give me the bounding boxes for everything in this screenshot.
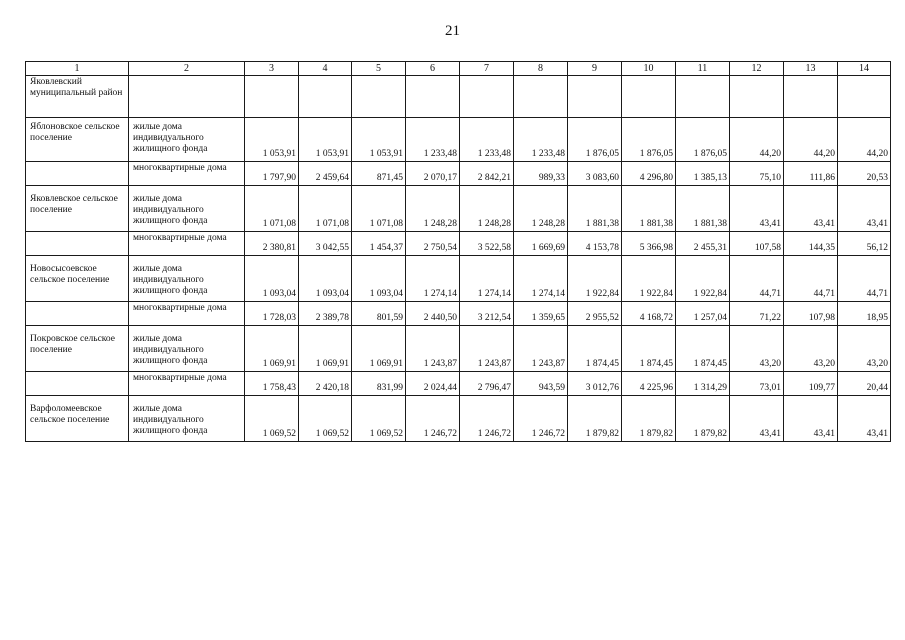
value-cell: 1 069,52 bbox=[299, 396, 352, 442]
value-cell: 43,20 bbox=[730, 326, 784, 372]
column-number-cell: 7 bbox=[460, 62, 514, 76]
value-cell: 3 083,60 bbox=[568, 162, 622, 186]
value-cell: 43,20 bbox=[784, 326, 838, 372]
value-cell: 44,71 bbox=[838, 256, 891, 302]
value-cell: 2 955,52 bbox=[568, 302, 622, 326]
value-cell: 1 071,08 bbox=[352, 186, 406, 232]
column-number-cell: 6 bbox=[406, 62, 460, 76]
column-number-cell: 14 bbox=[838, 62, 891, 76]
value-cell: 44,20 bbox=[730, 118, 784, 162]
column-number-cell: 12 bbox=[730, 62, 784, 76]
value-cell: 1 876,05 bbox=[676, 118, 730, 162]
housing-type: многоквартирные дома bbox=[129, 232, 245, 256]
value-cell: 4 296,80 bbox=[622, 162, 676, 186]
page-number: 21 bbox=[445, 23, 460, 39]
empty-cell bbox=[622, 76, 676, 118]
value-cell: 1 093,04 bbox=[299, 256, 352, 302]
value-cell: 5 366,98 bbox=[622, 232, 676, 256]
value-cell: 2 380,81 bbox=[245, 232, 299, 256]
data-row bbox=[26, 162, 891, 186]
value-cell: 20,44 bbox=[838, 372, 891, 396]
value-cell: 2 455,31 bbox=[676, 232, 730, 256]
value-cell: 1 922,84 bbox=[676, 256, 730, 302]
value-cell: 44,71 bbox=[784, 256, 838, 302]
value-cell: 1 454,37 bbox=[352, 232, 406, 256]
empty-cell bbox=[838, 76, 891, 118]
value-cell: 43,41 bbox=[730, 396, 784, 442]
value-cell: 1 876,05 bbox=[622, 118, 676, 162]
value-cell: 1 879,82 bbox=[622, 396, 676, 442]
column-number-cell: 11 bbox=[676, 62, 730, 76]
value-cell: 1 728,03 bbox=[245, 302, 299, 326]
data-row bbox=[26, 186, 891, 232]
value-cell: 2 796,47 bbox=[460, 372, 514, 396]
settlement-name: Яблоновское сельское поселение bbox=[26, 118, 129, 162]
settlement-name: Покровское сельское поселение bbox=[26, 326, 129, 372]
value-cell: 44,20 bbox=[838, 118, 891, 162]
value-cell: 1 248,28 bbox=[460, 186, 514, 232]
value-cell: 2 420,18 bbox=[299, 372, 352, 396]
housing-type: многоквартирные дома bbox=[129, 372, 245, 396]
value-cell: 1 053,91 bbox=[352, 118, 406, 162]
column-number-cell: 13 bbox=[784, 62, 838, 76]
value-cell: 1 359,65 bbox=[514, 302, 568, 326]
value-cell: 1 069,52 bbox=[245, 396, 299, 442]
empty-cell bbox=[784, 76, 838, 118]
value-cell: 1 069,91 bbox=[299, 326, 352, 372]
value-cell: 43,41 bbox=[838, 186, 891, 232]
empty-cell bbox=[730, 76, 784, 118]
data-row bbox=[26, 372, 891, 396]
data-row bbox=[26, 326, 891, 372]
settlement-name-continuation bbox=[26, 162, 129, 186]
value-cell: 1 093,04 bbox=[352, 256, 406, 302]
value-cell: 2 389,78 bbox=[299, 302, 352, 326]
data-row bbox=[26, 302, 891, 326]
value-cell: 3 012,76 bbox=[568, 372, 622, 396]
empty-cell bbox=[460, 76, 514, 118]
empty-cell bbox=[129, 76, 245, 118]
value-cell: 2 070,17 bbox=[406, 162, 460, 186]
value-cell: 1 246,72 bbox=[460, 396, 514, 442]
housing-type: многоквартирные дома bbox=[129, 302, 245, 326]
value-cell: 1 069,91 bbox=[245, 326, 299, 372]
value-cell: 1 874,45 bbox=[622, 326, 676, 372]
value-cell: 75,10 bbox=[730, 162, 784, 186]
empty-cell bbox=[245, 76, 299, 118]
value-cell: 111,86 bbox=[784, 162, 838, 186]
column-number-cell: 8 bbox=[514, 62, 568, 76]
value-cell: 831,99 bbox=[352, 372, 406, 396]
value-cell: 1 069,52 bbox=[352, 396, 406, 442]
value-cell: 1 071,08 bbox=[245, 186, 299, 232]
value-cell: 1 385,13 bbox=[676, 162, 730, 186]
empty-cell bbox=[676, 76, 730, 118]
value-cell: 1 233,48 bbox=[514, 118, 568, 162]
empty-cell bbox=[299, 76, 352, 118]
value-cell: 1 274,14 bbox=[514, 256, 568, 302]
column-number-cell: 1 bbox=[26, 62, 129, 76]
data-row bbox=[26, 256, 891, 302]
value-cell: 56,12 bbox=[838, 232, 891, 256]
data-row bbox=[26, 232, 891, 256]
housing-type: жилые дома индивидуального жилищного фонда bbox=[129, 396, 245, 442]
value-cell: 1 233,48 bbox=[406, 118, 460, 162]
value-cell: 3 522,58 bbox=[460, 232, 514, 256]
value-cell: 1 314,29 bbox=[676, 372, 730, 396]
value-cell: 1 233,48 bbox=[460, 118, 514, 162]
value-cell: 43,41 bbox=[784, 396, 838, 442]
value-cell: 1 053,91 bbox=[245, 118, 299, 162]
data-row bbox=[26, 396, 891, 442]
value-cell: 43,41 bbox=[730, 186, 784, 232]
empty-cell bbox=[352, 76, 406, 118]
data-row bbox=[26, 118, 891, 162]
value-cell: 1 274,14 bbox=[460, 256, 514, 302]
settlement-name: Новосысоевское сельское поселение bbox=[26, 256, 129, 302]
value-cell: 1 874,45 bbox=[676, 326, 730, 372]
value-cell: 18,95 bbox=[838, 302, 891, 326]
housing-type: жилые дома индивидуального жилищного фонда bbox=[129, 118, 245, 162]
value-cell: 1 876,05 bbox=[568, 118, 622, 162]
district-name: Яковлевский муниципальный район bbox=[26, 76, 129, 118]
value-cell: 43,20 bbox=[838, 326, 891, 372]
value-cell: 3 042,55 bbox=[299, 232, 352, 256]
settlement-name-continuation bbox=[26, 302, 129, 326]
value-cell: 1 071,08 bbox=[299, 186, 352, 232]
tariff-table bbox=[25, 61, 891, 442]
column-number-row bbox=[26, 62, 891, 76]
value-cell: 43,41 bbox=[784, 186, 838, 232]
value-cell: 1 248,28 bbox=[406, 186, 460, 232]
value-cell: 144,35 bbox=[784, 232, 838, 256]
value-cell: 1 246,72 bbox=[406, 396, 460, 442]
value-cell: 1 669,69 bbox=[514, 232, 568, 256]
housing-type: жилые дома индивидуального жилищного фонда bbox=[129, 186, 245, 232]
settlement-name-continuation bbox=[26, 372, 129, 396]
value-cell: 1 243,87 bbox=[514, 326, 568, 372]
value-cell: 107,98 bbox=[784, 302, 838, 326]
value-cell: 1 922,84 bbox=[568, 256, 622, 302]
value-cell: 2 750,54 bbox=[406, 232, 460, 256]
empty-cell bbox=[568, 76, 622, 118]
value-cell: 109,77 bbox=[784, 372, 838, 396]
value-cell: 1 274,14 bbox=[406, 256, 460, 302]
housing-type: многоквартирные дома bbox=[129, 162, 245, 186]
empty-cell bbox=[514, 76, 568, 118]
value-cell: 871,45 bbox=[352, 162, 406, 186]
value-cell: 1 797,90 bbox=[245, 162, 299, 186]
value-cell: 4 225,96 bbox=[622, 372, 676, 396]
value-cell: 1 922,84 bbox=[622, 256, 676, 302]
value-cell: 1 053,91 bbox=[299, 118, 352, 162]
value-cell: 1 257,04 bbox=[676, 302, 730, 326]
column-number-cell: 5 bbox=[352, 62, 406, 76]
housing-type: жилые дома индивидуального жилищного фонда bbox=[129, 256, 245, 302]
value-cell: 989,33 bbox=[514, 162, 568, 186]
value-cell: 43,41 bbox=[838, 396, 891, 442]
value-cell: 1 246,72 bbox=[514, 396, 568, 442]
settlement-name: Яковлевское сельское поселение bbox=[26, 186, 129, 232]
value-cell: 1 758,43 bbox=[245, 372, 299, 396]
value-cell: 71,22 bbox=[730, 302, 784, 326]
value-cell: 1 248,28 bbox=[514, 186, 568, 232]
column-number-cell: 3 bbox=[245, 62, 299, 76]
column-number-cell: 9 bbox=[568, 62, 622, 76]
value-cell: 20,53 bbox=[838, 162, 891, 186]
value-cell: 943,59 bbox=[514, 372, 568, 396]
value-cell: 1 243,87 bbox=[460, 326, 514, 372]
value-cell: 2 842,21 bbox=[460, 162, 514, 186]
column-number-cell: 4 bbox=[299, 62, 352, 76]
value-cell: 1 881,38 bbox=[676, 186, 730, 232]
value-cell: 1 093,04 bbox=[245, 256, 299, 302]
value-cell: 2 459,64 bbox=[299, 162, 352, 186]
value-cell: 4 168,72 bbox=[622, 302, 676, 326]
value-cell: 44,71 bbox=[730, 256, 784, 302]
district-row bbox=[26, 76, 891, 118]
value-cell: 801,59 bbox=[352, 302, 406, 326]
value-cell: 1 881,38 bbox=[622, 186, 676, 232]
settlement-name: Варфоломеевское сельское поселение bbox=[26, 396, 129, 442]
column-number-cell: 10 bbox=[622, 62, 676, 76]
column-number-cell: 2 bbox=[129, 62, 245, 76]
value-cell: 3 212,54 bbox=[460, 302, 514, 326]
housing-type: жилые дома индивидуального жилищного фонда bbox=[129, 326, 245, 372]
value-cell: 1 879,82 bbox=[676, 396, 730, 442]
value-cell: 107,58 bbox=[730, 232, 784, 256]
value-cell: 1 881,38 bbox=[568, 186, 622, 232]
value-cell: 44,20 bbox=[784, 118, 838, 162]
empty-cell bbox=[406, 76, 460, 118]
value-cell: 1 069,91 bbox=[352, 326, 406, 372]
value-cell: 1 879,82 bbox=[568, 396, 622, 442]
value-cell: 2 024,44 bbox=[406, 372, 460, 396]
value-cell: 73,01 bbox=[730, 372, 784, 396]
settlement-name-continuation bbox=[26, 232, 129, 256]
value-cell: 1 874,45 bbox=[568, 326, 622, 372]
value-cell: 4 153,78 bbox=[568, 232, 622, 256]
value-cell: 1 243,87 bbox=[406, 326, 460, 372]
value-cell: 2 440,50 bbox=[406, 302, 460, 326]
